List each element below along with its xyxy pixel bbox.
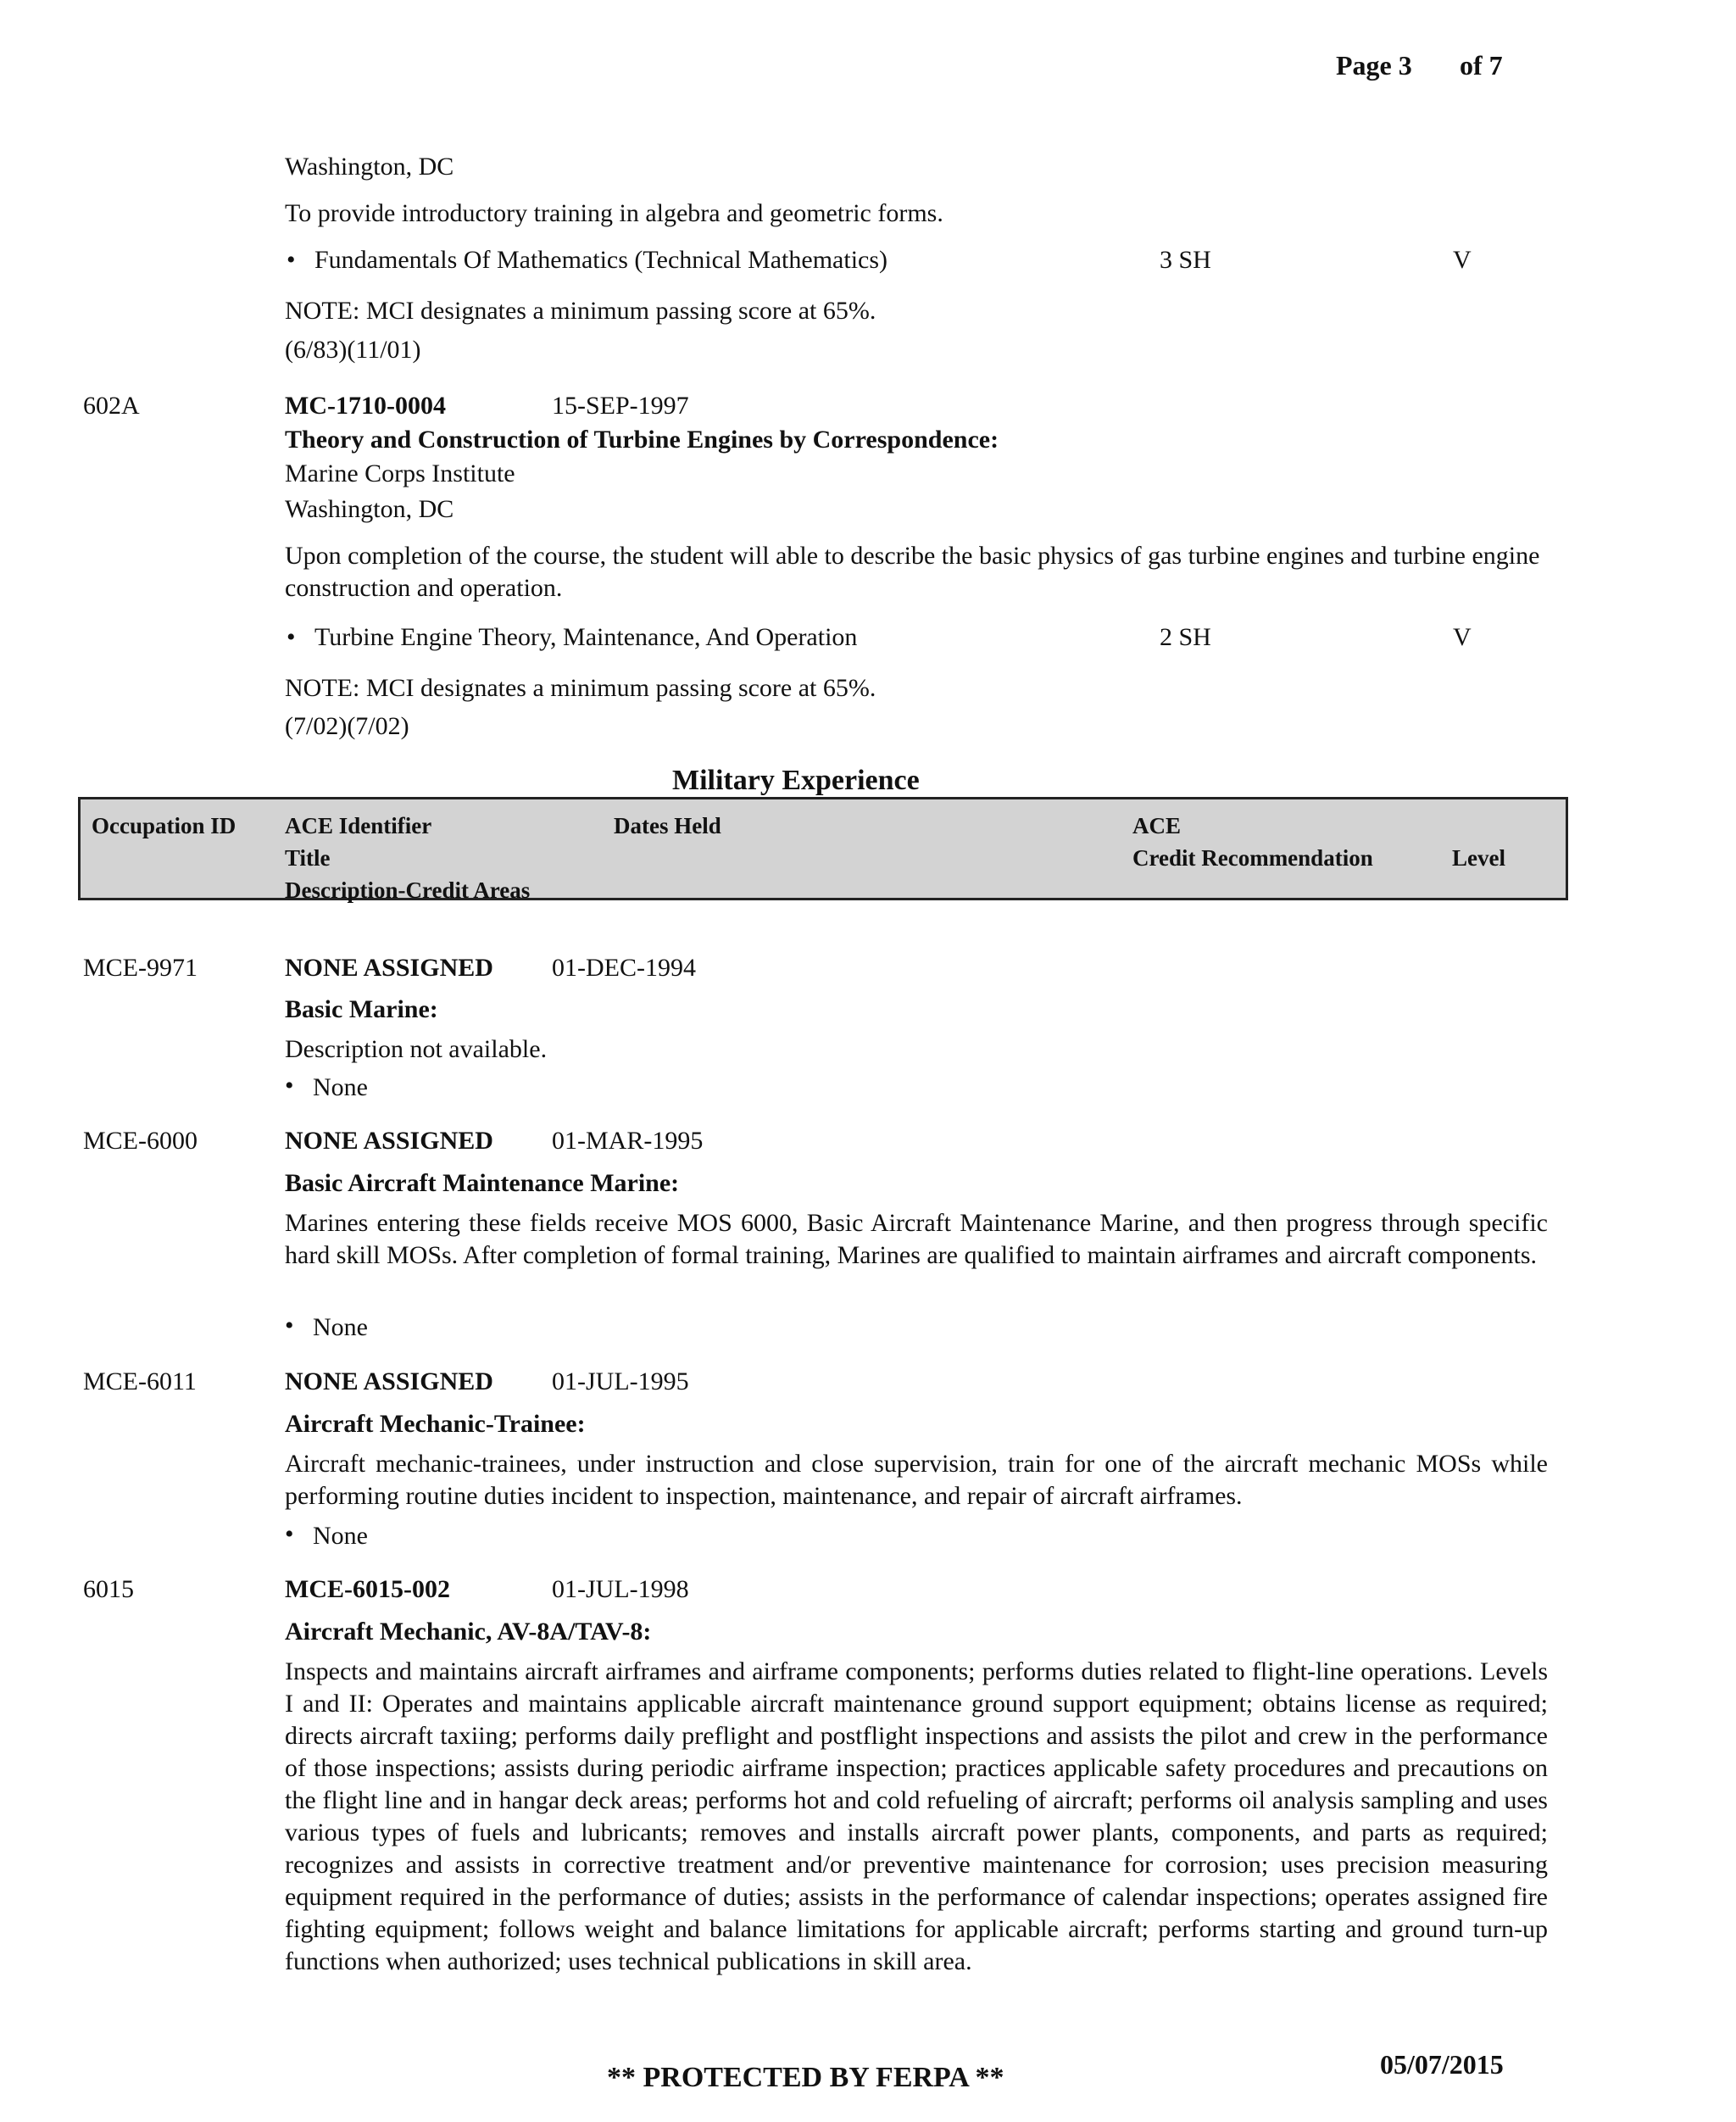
date-held: 01-MAR-1995 [552,1127,704,1155]
occupation-description: Description not available. [285,1035,548,1063]
col-title: Title [285,845,331,871]
bullet-icon: • [285,1072,294,1100]
date-held: 01-DEC-1994 [552,954,696,982]
course-dates: (6/83)(11/01) [285,336,421,364]
credit-hours: 3 SH [1160,246,1211,274]
occupation-title: Aircraft Mechanic, AV-8A/TAV-8: [285,1618,652,1646]
ace-identifier: MC-1710-0004 [285,392,446,420]
credit-area: None [313,1073,368,1101]
course-title: Theory and Construction of Turbine Engines by Correspondence: [285,426,999,454]
course-id: 602A [83,392,140,420]
col-dates-held: Dates Held [614,813,721,838]
date-held: 01-JUL-1995 [552,1367,689,1395]
col-occupation-id: Occupation ID [92,813,236,838]
ace-identifier: NONE ASSIGNED [285,1367,493,1395]
bullet-icon: • [285,1312,294,1339]
credit-level: V [1453,246,1472,274]
page-total: of 7 [1460,50,1503,81]
occupation-id: MCE-9971 [83,954,198,982]
occupation-description: Inspects and maintains aircraft airframes and airframe components; performs duties related to flight-line operations. Levels I and II: Operates and maintains applicable aircraft maintenance ground support equipment; obtains license as required; directs aircraft taxiing; performs daily preflight and postflight inspections and assists the pilot and crew in the performance of those inspections; assists during periodic airframe inspection; practices applicable safety procedures and precautions on the flight line and in hangar deck areas; performs hot and cold refueling of aircraft; performs oil analysis sampling and uses various types of fuels and lubricants; removes and installs aircraft power plants, components, and parts as required; recognizes and assists in corrective treatment and/or preventive maintenance for corrosion; uses precision measuring equipment required in the performance of duties; assists in the performance of calendar inspections; operates assigned fire fighting equipment; follows weight and balance limitations for applicable aircraft; performs starting and ground turn-up functions when authorized; uses technical publications in skill area. [285,1657,1548,1975]
footer-date: 05/07/2015 [1380,2049,1504,2080]
occupation-id: MCE-6000 [83,1127,198,1155]
ace-identifier: NONE ASSIGNED [285,1127,493,1155]
date-held: 01-JUL-1998 [552,1575,689,1603]
occupation-title: Basic Marine: [285,995,438,1023]
credit-area: None [313,1313,368,1341]
bullet-icon: • [285,1520,294,1548]
col-ace-identifier: ACE Identifier [285,813,432,838]
ferpa-notice: ** PROTECTED BY FERPA ** [607,2062,1004,2093]
occupation-id: 6015 [83,1575,134,1603]
course-location: Washington, DC [285,153,454,181]
course-date: 15-SEP-1997 [552,392,689,420]
col-level: Level [1452,845,1505,871]
course-location: Washington, DC [285,495,454,523]
ace-identifier: NONE ASSIGNED [285,954,493,982]
column-header-box [78,797,1568,903]
credit-title: Fundamentals Of Mathematics (Technical Mathematics) [314,246,888,274]
ace-identifier: MCE-6015-002 [285,1575,450,1603]
credit-hours: 2 SH [1160,623,1211,651]
occupation-description: Aircraft mechanic-trainees, under instruction and close supervision, train for one of the aircraft mechanic MOSs while performing routine duties incident to inspection, maintenance, and repair of aircraft airframes. [285,1450,1548,1510]
credit-area: None [313,1522,368,1550]
occupation-title: Basic Aircraft Maintenance Marine: [285,1169,680,1197]
course-note: NOTE: MCI designates a minimum passing score at 65%. [285,297,876,325]
col-ace: ACE [1132,813,1182,838]
occupation-description: Marines entering these fields receive MOS 6000, Basic Aircraft Maintenance Marine, and then progress through specific hard skill MOSs. After completion of formal training, Marines are qualified to maintain airframes and aircraft components. [285,1209,1548,1269]
course-note: NOTE: MCI designates a minimum passing score at 65%. [285,674,876,702]
occupation-title: Aircraft Mechanic-Trainee: [285,1410,586,1438]
credit-level: V [1453,623,1472,651]
bullet-icon: • [287,246,296,274]
bullet-icon: • [287,623,296,651]
section-title: Military Experience [672,765,920,796]
course-dates: (7/02)(7/02) [285,712,409,740]
occupation-id: MCE-6011 [83,1367,197,1395]
col-description: Description-Credit Areas [285,877,531,903]
col-credit-recommendation: Credit Recommendation [1132,845,1373,871]
course-description: To provide introductory training in algebra and geometric forms. [285,199,943,227]
course-description: Upon completion of the course, the student will able to describe the basic physics of gas turbine engines and turbine engine construction and operation. [285,542,1540,602]
course-institution: Marine Corps Institute [285,459,515,487]
credit-title: Turbine Engine Theory, Maintenance, And Operation [314,623,858,651]
page-number: Page 3 [1336,50,1412,81]
